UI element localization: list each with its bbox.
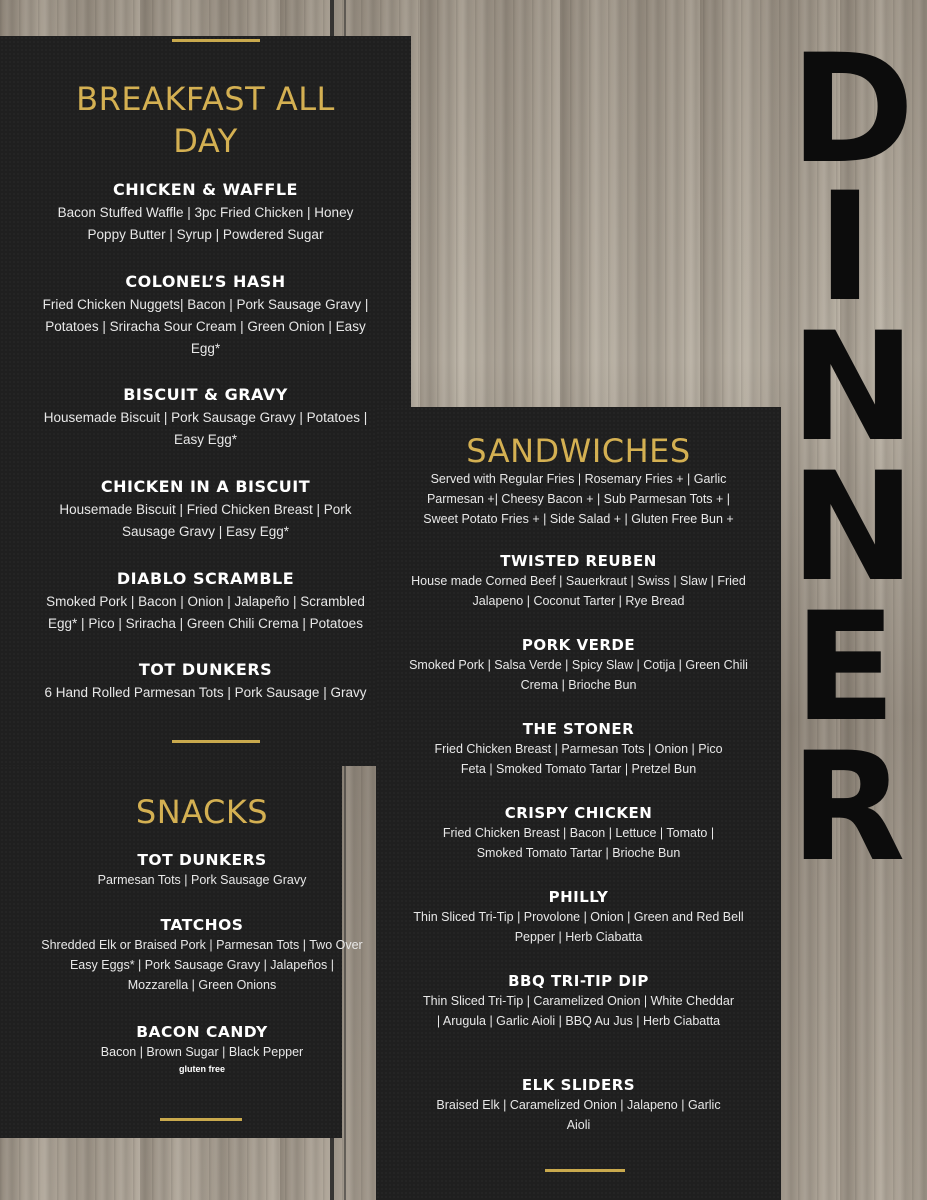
item-name: TWISTED REUBEN	[500, 552, 657, 570]
menu-item	[0, 1023, 404, 1074]
menu-item	[0, 477, 411, 543]
item-description: Parmesan Tots | Pork Sausage Gravy	[97, 873, 307, 887]
sandwiches-title: SANDWICHES	[466, 432, 691, 470]
sandwiches-panel	[376, 407, 781, 1200]
menu-item	[376, 552, 781, 611]
divider-top	[172, 39, 260, 42]
item-description: Thin Sliced Tri-Tip | Caramelized Onion | White Cheddar | Arugula | Garlic Aioli | BBQ Au Jus | Herb Ciabatta	[422, 994, 734, 1028]
item-description: Fried Chicken Breast | Parmesan Tots | Onion | Pico Feta | Smoked Tomato Tartar | Pretzel Bun	[434, 742, 723, 776]
item-name: CHICKEN IN A BISCUIT	[100, 477, 311, 496]
item-name: THE STONER	[522, 720, 635, 738]
menu-item	[0, 851, 404, 890]
item-description: 6 Hand Rolled Parmesan Tots | Pork Sausage | Gravy	[44, 685, 367, 700]
menu-item	[0, 272, 411, 360]
item-name: TATCHOS	[160, 916, 244, 934]
menu-item	[376, 888, 781, 947]
item-name: BBQ TRI-TIP DIP	[508, 972, 649, 990]
item-description: Bacon Stuffed Waffle | 3pc Fried Chicken | Honey Poppy Butter | Syrup | Powdered Sugar	[57, 205, 354, 242]
item-name: BISCUIT & GRAVY	[123, 385, 288, 404]
dinner-letter-r: R	[790, 721, 906, 895]
item-name: ELK SLIDERS	[521, 1076, 636, 1094]
menu-item	[376, 636, 781, 695]
divider	[545, 1169, 625, 1172]
menu-item	[376, 972, 781, 1031]
snacks-panel	[0, 766, 363, 1138]
dinner-letter-e: E	[793, 581, 897, 755]
divider	[160, 1118, 242, 1121]
item-description: Thin Sliced Tri-Tip | Provolone | Onion | Green and Red Bell Pepper | Herb Ciabatta	[413, 910, 744, 944]
item-description: Shredded Elk or Braised Pork | Parmesan Tots | Two Over Easy Eggs* | Pork Sausage Gravy | Jalapeños | Mozzarella | Green Onions	[41, 938, 363, 992]
dinner-letter-d: D	[790, 23, 915, 197]
item-description: Fried Chicken Breast | Bacon | Lettuce | Tomato | Smoked Tomato Tartar | Brioche Bun	[442, 826, 715, 860]
dinner-letter-n: N	[790, 441, 916, 615]
item-name: BACON CANDY	[136, 1023, 268, 1041]
item-name: CHICKEN & WAFFLE	[113, 180, 298, 199]
menu-item	[0, 180, 411, 246]
dinner-letter-i: I	[817, 161, 873, 335]
menu-item	[376, 720, 781, 779]
item-name: TOT DUNKERS	[138, 660, 273, 679]
item-name: CRISPY CHICKEN	[504, 804, 653, 822]
menu-item	[0, 569, 411, 635]
item-name: PORK VERDE	[521, 636, 636, 654]
divider	[172, 740, 260, 743]
item-name: TOT DUNKERS	[137, 851, 267, 869]
sides-description: Served with Regular Fries | Rosemary Fries + | Garlic Parmesan +| Cheesy Bacon + | Sub Parmesan Tots + | Sweet Potato Fries + | Side Salad + | Gluten Free Bun +	[423, 472, 734, 526]
item-description: House made Corned Beef | Sauerkraut | Swiss | Slaw | Fried Jalapeno | Coconut Tarter | Rye Bread	[411, 574, 746, 608]
item-description: Housemade Biscuit | Fried Chicken Breast | Pork Sausage Gravy | Easy Egg*	[59, 502, 352, 539]
item-description: Fried Chicken Nuggets| Bacon | Pork Sausage Gravy | Potatoes | Sriracha Sour Cream | Green Onion | Easy Egg*	[42, 297, 369, 356]
menu-item	[376, 1076, 781, 1135]
menu-item	[0, 385, 411, 451]
menu-item	[376, 804, 781, 863]
item-name: COLONEL’S HASH	[125, 272, 286, 291]
sandwiches-sides-info	[376, 469, 781, 529]
item-description: Smoked Pork | Salsa Verde | Spicy Slaw | Cotija | Green Chili Crema | Brioche Bun	[409, 658, 748, 692]
dinner-letter-n: N	[790, 301, 916, 475]
snacks-title: SNACKS	[135, 793, 269, 831]
item-description: Braised Elk | Caramelized Onion | Jalapeno | Garlic Aioli	[436, 1098, 721, 1132]
menu-item	[0, 660, 411, 704]
item-name: PHILLY	[548, 888, 609, 906]
breakfast-panel	[0, 36, 411, 766]
breakfast-title: BREAKFAST ALL DAY	[76, 80, 335, 160]
gluten-free-note: gluten free	[178, 1064, 225, 1074]
item-description: Bacon | Brown Sugar | Black Pepper	[100, 1045, 304, 1059]
item-description: Housemade Biscuit | Pork Sausage Gravy | Potatoes | Easy Egg*	[43, 410, 368, 447]
item-description: Smoked Pork | Bacon | Onion | Jalapeño | Scrambled Egg* | Pico | Sriracha | Green Chili Crema | Potatoes	[46, 594, 365, 631]
item-name: DIABLO SCRAMBLE	[116, 569, 295, 588]
menu-item	[0, 916, 404, 995]
